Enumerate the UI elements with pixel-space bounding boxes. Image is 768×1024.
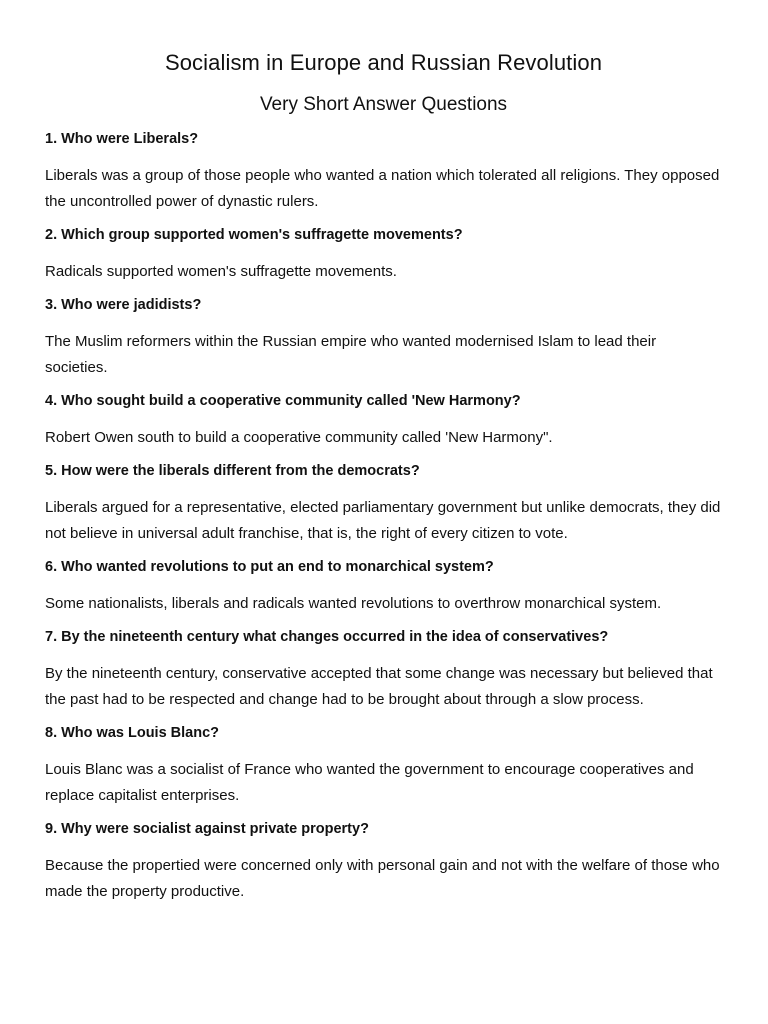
qa-item-6 <box>45 556 722 617</box>
question-1: 1. Who were Liberals? <box>45 131 199 147</box>
question-2: 2. Which group supported women's suffragette movements? <box>45 227 463 243</box>
answer-3: The Muslim reformers within the Russian empire who wanted modernised Islam to lead their societies. <box>45 333 657 376</box>
question-9: 9. Why were socialist against private property? <box>45 821 369 837</box>
answer-8: Louis Blanc was a socialist of France who wanted the government to encourage cooperatives and replace capitalist enterprises. <box>45 761 694 804</box>
answer-4: Robert Owen south to build a cooperative community called 'New Harmony". <box>45 429 553 446</box>
answer-7: By the nineteenth century, conservative accepted that some change was necessary but believed that the past had to be respected and change had to be brought about through a slow process. <box>45 665 713 708</box>
answer-1: Liberals was a group of those people who wanted a nation which tolerated all religions. They opposed the uncontrolled power of dynastic rulers. <box>45 167 720 210</box>
qa-item-3 <box>45 294 722 381</box>
answer-6: Some nationalists, liberals and radicals wanted revolutions to overthrow monarchical system. <box>45 595 662 612</box>
question-3: 3. Who were jadidists? <box>45 297 202 313</box>
answer-5: Liberals argued for a representative, elected parliamentary government but unlike democrats, they did not believe in universal adult franchise, that is, the right of every citizen to vote. <box>45 499 721 542</box>
qa-item-9 <box>45 818 722 905</box>
document-title: Socialism in Europe and Russian Revolution <box>164 50 603 75</box>
question-answer-list <box>45 128 722 905</box>
qa-item-7 <box>45 626 722 713</box>
qa-item-2 <box>45 224 722 285</box>
qa-item-5 <box>45 460 722 547</box>
question-5: 5. How were the liberals different from the democrats? <box>45 463 420 479</box>
question-7: 7. By the nineteenth century what changes occurred in the idea of conservatives? <box>45 629 609 645</box>
question-8: 8. Who was Louis Blanc? <box>45 725 220 741</box>
qa-item-4 <box>45 390 722 451</box>
answer-9: Because the propertied were concerned only with personal gain and not with the welfare of those who made the property productive. <box>45 857 720 900</box>
qa-item-8 <box>45 722 722 809</box>
document-subtitle: Very Short Answer Questions <box>259 94 508 115</box>
question-4: 4. Who sought build a cooperative community called 'New Harmony? <box>45 393 521 409</box>
question-6: 6. Who wanted revolutions to put an end to monarchical system? <box>45 559 494 575</box>
qa-item-1 <box>45 128 722 215</box>
answer-2: Radicals supported women's suffragette movements. <box>45 263 397 280</box>
